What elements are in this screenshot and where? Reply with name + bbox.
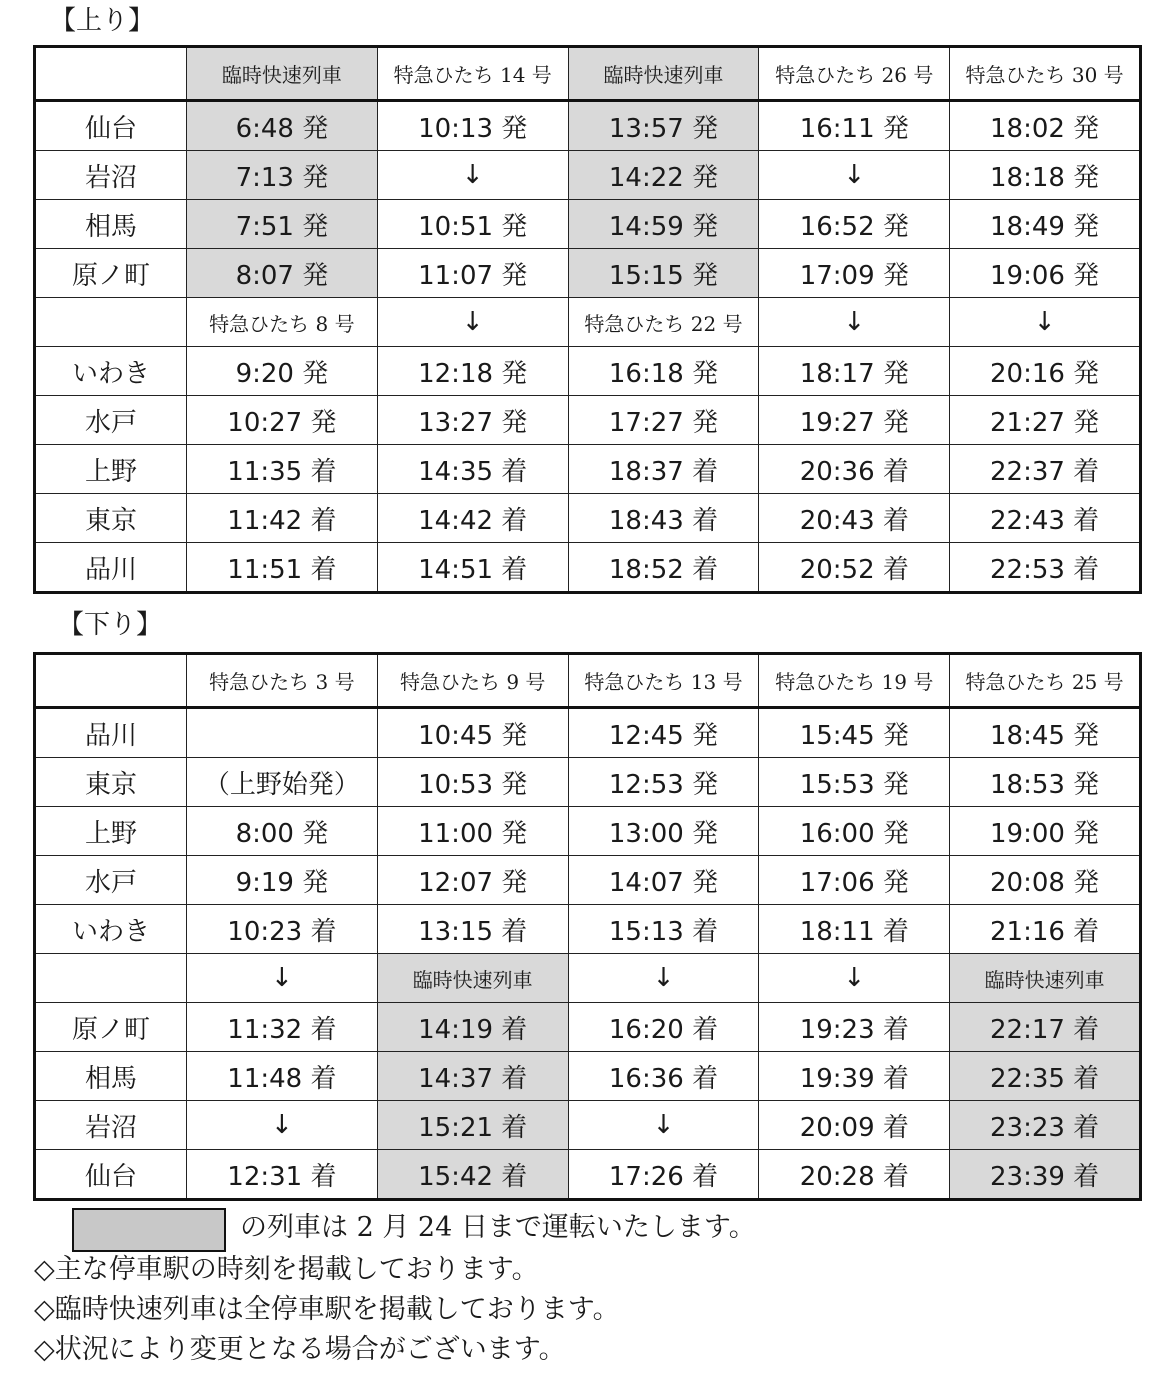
time-cell: 15:42 着 — [377, 1150, 568, 1200]
time-cell: ↓ — [568, 954, 759, 1003]
time-cell: 16:52 発 — [759, 200, 950, 249]
header-row — [35, 654, 1141, 708]
note-item: ◇状況により変更となる場合がございます。 — [34, 1334, 566, 1365]
time-cell: 9:19 発 — [187, 856, 378, 905]
time-cell: 22:53 着 — [950, 543, 1141, 593]
station-name: 東京 — [35, 758, 187, 807]
station-name: 相馬 — [35, 1052, 187, 1101]
station-name: 岩沼 — [35, 1101, 187, 1150]
time-cell: 22:35 着 — [950, 1052, 1141, 1101]
time-cell: 14:19 着 — [377, 1003, 568, 1052]
table-row — [35, 200, 1141, 249]
time-cell: 特急ひたち 8 号 — [187, 298, 378, 347]
time-cell: 18:49 発 — [950, 200, 1141, 249]
train-header: 臨時快速列車 — [187, 47, 378, 101]
time-cell: 15:15 発 — [568, 249, 759, 298]
time-cell: 20:52 着 — [759, 543, 950, 593]
table-row — [35, 1101, 1141, 1150]
station-name: いわき — [35, 347, 187, 396]
time-cell: 臨時快速列車 — [377, 954, 568, 1003]
station-name: いわき — [35, 905, 187, 954]
time-cell: 23:39 着 — [950, 1150, 1141, 1200]
time-cell: 18:02 発 — [950, 101, 1141, 151]
time-cell: 14:51 着 — [377, 543, 568, 593]
time-cell: 21:16 着 — [950, 905, 1141, 954]
time-cell: 20:36 着 — [759, 445, 950, 494]
table-row — [35, 1150, 1141, 1200]
time-cell: 19:27 発 — [759, 396, 950, 445]
table-row — [35, 807, 1141, 856]
table-row — [35, 396, 1141, 445]
time-cell: 22:17 着 — [950, 1003, 1141, 1052]
train-header: 特急ひたち 25 号 — [950, 654, 1141, 708]
time-cell: 20:28 着 — [759, 1150, 950, 1200]
table-row — [35, 249, 1141, 298]
time-cell: 13:27 発 — [377, 396, 568, 445]
time-cell: 11:00 発 — [377, 807, 568, 856]
time-cell: 14:35 着 — [377, 445, 568, 494]
time-cell: 14:22 発 — [568, 151, 759, 200]
note-item: ◇臨時快速列車は全停車駅を掲載しております。 — [34, 1294, 620, 1325]
time-cell: ↓ — [187, 954, 378, 1003]
time-cell: 18:52 着 — [568, 543, 759, 593]
time-cell: 19:06 発 — [950, 249, 1141, 298]
up-timetable — [33, 45, 1142, 594]
time-cell: 7:13 発 — [187, 151, 378, 200]
table-row — [35, 856, 1141, 905]
time-cell: 10:27 発 — [187, 396, 378, 445]
time-cell: 10:23 着 — [187, 905, 378, 954]
time-cell: 9:20 発 — [187, 347, 378, 396]
down-heading: 【下り】 — [58, 610, 163, 640]
time-cell: 7:51 発 — [187, 200, 378, 249]
table-row — [35, 543, 1141, 593]
time-cell: 11:51 着 — [187, 543, 378, 593]
time-cell: 11:32 着 — [187, 1003, 378, 1052]
train-header: 特急ひたち 3 号 — [187, 654, 378, 708]
time-cell: 8:00 発 — [187, 807, 378, 856]
time-cell: 12:31 着 — [187, 1150, 378, 1200]
time-cell: ↓ — [568, 1101, 759, 1150]
table-row — [35, 708, 1141, 758]
time-cell: 特急ひたち 22 号 — [568, 298, 759, 347]
time-cell: ↓ — [377, 151, 568, 200]
station-name — [35, 298, 187, 347]
time-cell: 12:45 発 — [568, 708, 759, 758]
time-cell: 20:09 着 — [759, 1101, 950, 1150]
table-row — [35, 101, 1141, 151]
table-row — [35, 298, 1141, 347]
station-name: 仙台 — [35, 101, 187, 151]
station-name: 水戸 — [35, 856, 187, 905]
time-cell: 11:35 着 — [187, 445, 378, 494]
time-cell: 14:37 着 — [377, 1052, 568, 1101]
time-cell: 15:53 発 — [759, 758, 950, 807]
time-cell: 17:09 発 — [759, 249, 950, 298]
table-row — [35, 905, 1141, 954]
time-cell: 15:45 発 — [759, 708, 950, 758]
table-row — [35, 494, 1141, 543]
down-timetable — [33, 652, 1142, 1201]
time-cell: 16:36 着 — [568, 1052, 759, 1101]
time-cell: 18:37 着 — [568, 445, 759, 494]
table-row — [35, 1052, 1141, 1101]
station-name: 仙台 — [35, 1150, 187, 1200]
time-cell: 22:37 着 — [950, 445, 1141, 494]
corner-cell — [35, 47, 187, 101]
time-cell: 12:07 発 — [377, 856, 568, 905]
time-cell: 19:23 着 — [759, 1003, 950, 1052]
time-cell: 18:53 発 — [950, 758, 1141, 807]
time-cell: ↓ — [377, 298, 568, 347]
time-cell — [187, 708, 378, 758]
time-cell: 10:13 発 — [377, 101, 568, 151]
train-header: 特急ひたち 30 号 — [950, 47, 1141, 101]
time-cell: 20:16 発 — [950, 347, 1141, 396]
time-cell: 18:11 着 — [759, 905, 950, 954]
station-name: 岩沼 — [35, 151, 187, 200]
time-cell: 15:13 着 — [568, 905, 759, 954]
station-name: 東京 — [35, 494, 187, 543]
table-row — [35, 1003, 1141, 1052]
time-cell: 20:43 着 — [759, 494, 950, 543]
time-cell: ↓ — [187, 1101, 378, 1150]
time-cell: 17:06 発 — [759, 856, 950, 905]
time-cell: ↓ — [759, 298, 950, 347]
train-header: 特急ひたち 13 号 — [568, 654, 759, 708]
table-row — [35, 954, 1141, 1003]
table-row — [35, 758, 1141, 807]
time-cell: 13:00 発 — [568, 807, 759, 856]
station-name: 相馬 — [35, 200, 187, 249]
time-cell: 23:23 着 — [950, 1101, 1141, 1150]
station-name: 上野 — [35, 807, 187, 856]
time-cell: 15:21 着 — [377, 1101, 568, 1150]
time-cell: 10:51 発 — [377, 200, 568, 249]
time-cell: 10:53 発 — [377, 758, 568, 807]
time-cell: 臨時快速列車 — [950, 954, 1141, 1003]
station-name: 水戸 — [35, 396, 187, 445]
time-cell: ↓ — [759, 151, 950, 200]
time-cell: 16:00 発 — [759, 807, 950, 856]
table-row — [35, 151, 1141, 200]
time-cell: 6:48 発 — [187, 101, 378, 151]
time-cell: 20:08 発 — [950, 856, 1141, 905]
time-cell: 18:18 発 — [950, 151, 1141, 200]
time-cell: 11:42 着 — [187, 494, 378, 543]
up-heading: 【上り】 — [50, 6, 155, 36]
time-cell: 19:39 着 — [759, 1052, 950, 1101]
legend-text: の列車は 2 月 24 日まで運転いたします。 — [240, 1212, 756, 1243]
time-cell: 16:18 発 — [568, 347, 759, 396]
station-name: 上野 — [35, 445, 187, 494]
time-cell: 18:45 発 — [950, 708, 1141, 758]
time-cell: 17:27 発 — [568, 396, 759, 445]
time-cell: （上野始発） — [187, 758, 378, 807]
note-item: ◇主な停車駅の時刻を掲載しております。 — [34, 1254, 539, 1285]
station-name: 原ノ町 — [35, 249, 187, 298]
time-cell: 13:15 着 — [377, 905, 568, 954]
table-row — [35, 347, 1141, 396]
train-header: 臨時快速列車 — [568, 47, 759, 101]
table-row — [35, 445, 1141, 494]
station-name: 品川 — [35, 708, 187, 758]
time-cell: 18:43 着 — [568, 494, 759, 543]
time-cell: 14:07 発 — [568, 856, 759, 905]
corner-cell — [35, 654, 187, 708]
time-cell: 19:00 発 — [950, 807, 1141, 856]
train-header: 特急ひたち 14 号 — [377, 47, 568, 101]
time-cell: 22:43 着 — [950, 494, 1141, 543]
station-name: 品川 — [35, 543, 187, 593]
station-name — [35, 954, 187, 1003]
time-cell: 18:17 発 — [759, 347, 950, 396]
time-cell: 21:27 発 — [950, 396, 1141, 445]
time-cell: 11:07 発 — [377, 249, 568, 298]
time-cell: ↓ — [950, 298, 1141, 347]
time-cell: 14:59 発 — [568, 200, 759, 249]
time-cell: 8:07 発 — [187, 249, 378, 298]
time-cell: 13:57 発 — [568, 101, 759, 151]
station-name: 原ノ町 — [35, 1003, 187, 1052]
time-cell: 10:45 発 — [377, 708, 568, 758]
train-header: 特急ひたち 19 号 — [759, 654, 950, 708]
time-cell: 14:42 着 — [377, 494, 568, 543]
train-header: 特急ひたち 26 号 — [759, 47, 950, 101]
legend-swatch — [72, 1208, 226, 1252]
time-cell: ↓ — [759, 954, 950, 1003]
time-cell: 17:26 着 — [568, 1150, 759, 1200]
header-row — [35, 47, 1141, 101]
time-cell: 12:53 発 — [568, 758, 759, 807]
time-cell: 16:11 発 — [759, 101, 950, 151]
time-cell: 16:20 着 — [568, 1003, 759, 1052]
time-cell: 12:18 発 — [377, 347, 568, 396]
train-header: 特急ひたち 9 号 — [377, 654, 568, 708]
time-cell: 11:48 着 — [187, 1052, 378, 1101]
